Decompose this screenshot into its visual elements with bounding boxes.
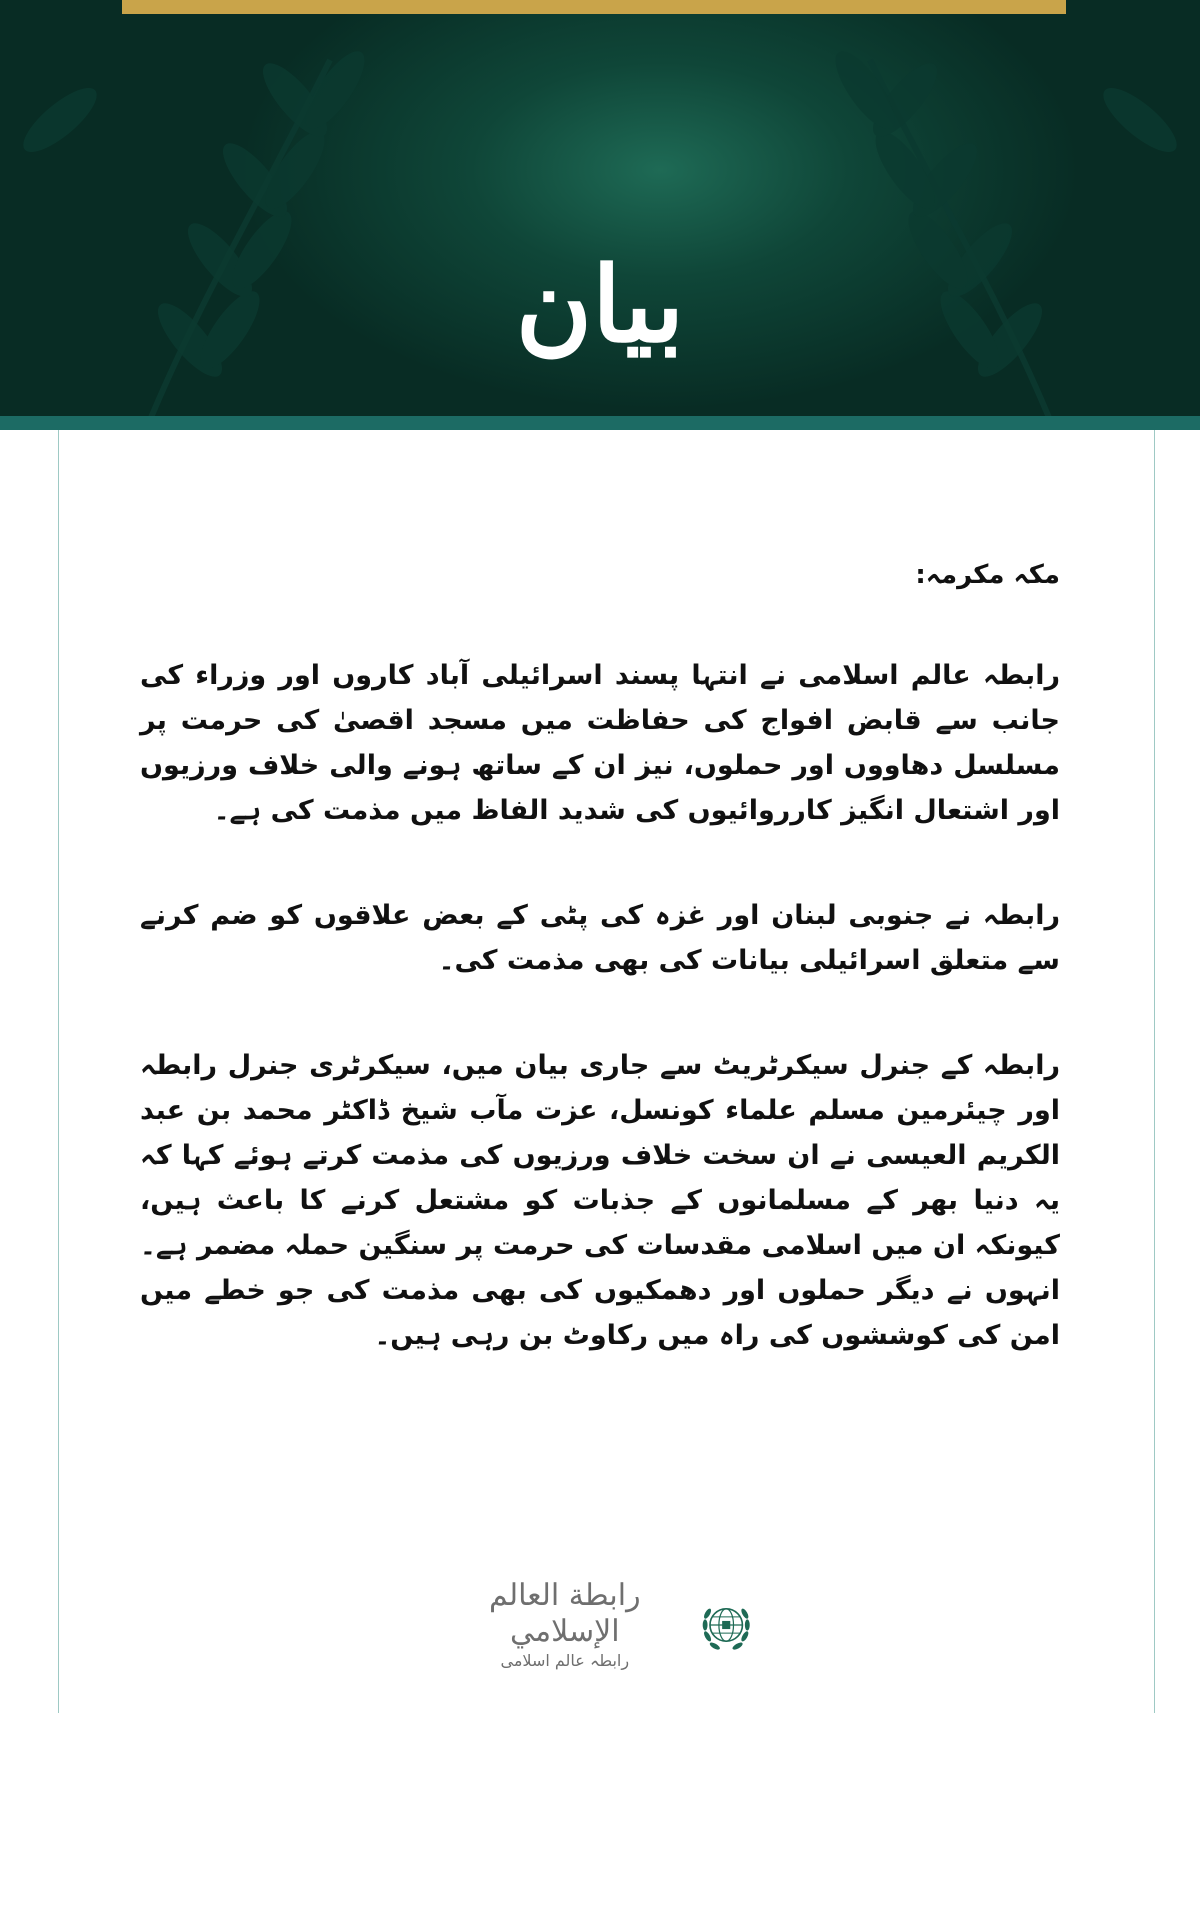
paragraph: رابطہ عالم اسلامی نے انتہا پسند اسرائیلی آباد کاروں اور وزراء کی جانب سے قابض افواج کی حفاظت میں مسجد اقصیٰ کی حرمت پر مسلسل دھاووں اور حملوں، نیز ان کے ساتھ ہونے والی خلاف ورزیوں اور اشتعال انگیز کارروائیوں کی شدید الفاظ میں مذمت کی ہے۔ [140,660,1060,826]
paragraph: رابطہ کے جنرل سیکرٹریٹ سے جاری بیان میں، سیکرٹری جنرل رابطہ اور چیئرمین مسلم علماء کونسل، عزت مآب شیخ ڈاکٹر محمد بن عبد الکریم العیسی نے ان سخت خلاف ورزیوں کی مذمت کرتے ہوئے کہا کہ یہ دنیا بھر کے مسلمانوں کے جذبات کو مشتعل کرنے کا باعث ہیں، کیونکہ ان میں اسلامی مقدسات کی حرمت پر سنگین حملہ مضمر ہے۔ انہوں نے دیگر حملوں اور دھمکیوں کی بھی مذمت کی جو خطے میں امن کی کوششوں کی راہ میں رکاوٹ بن رہی ہیں۔ [140,1050,1060,1351]
statement-body [140,555,1060,1418]
teal-bottom-strip [0,416,1200,430]
logo-text [455,1578,675,1672]
frame-border-left [58,430,59,1713]
logo-arabic-name: رابطة العالم الإسلامي [488,1578,641,1649]
globe-wreath-emblem-icon [697,1589,755,1661]
frame-border-right [1154,430,1155,1713]
header-banner [0,0,1200,430]
logo-urdu-name: رابطہ عالم اسلامی [500,1651,630,1670]
organization-logo [455,1580,755,1670]
paragraph: رابطہ نے جنوبی لبنان اور غزہ کی پٹی کے بعض علاقوں کو ضم کرنے سے متعلق اسرائیلی بیانات کی بھی مذمت کی۔ [140,900,1060,976]
dateline: مکہ مکرمہ: [915,560,1060,590]
page-title: بیان [515,243,685,366]
